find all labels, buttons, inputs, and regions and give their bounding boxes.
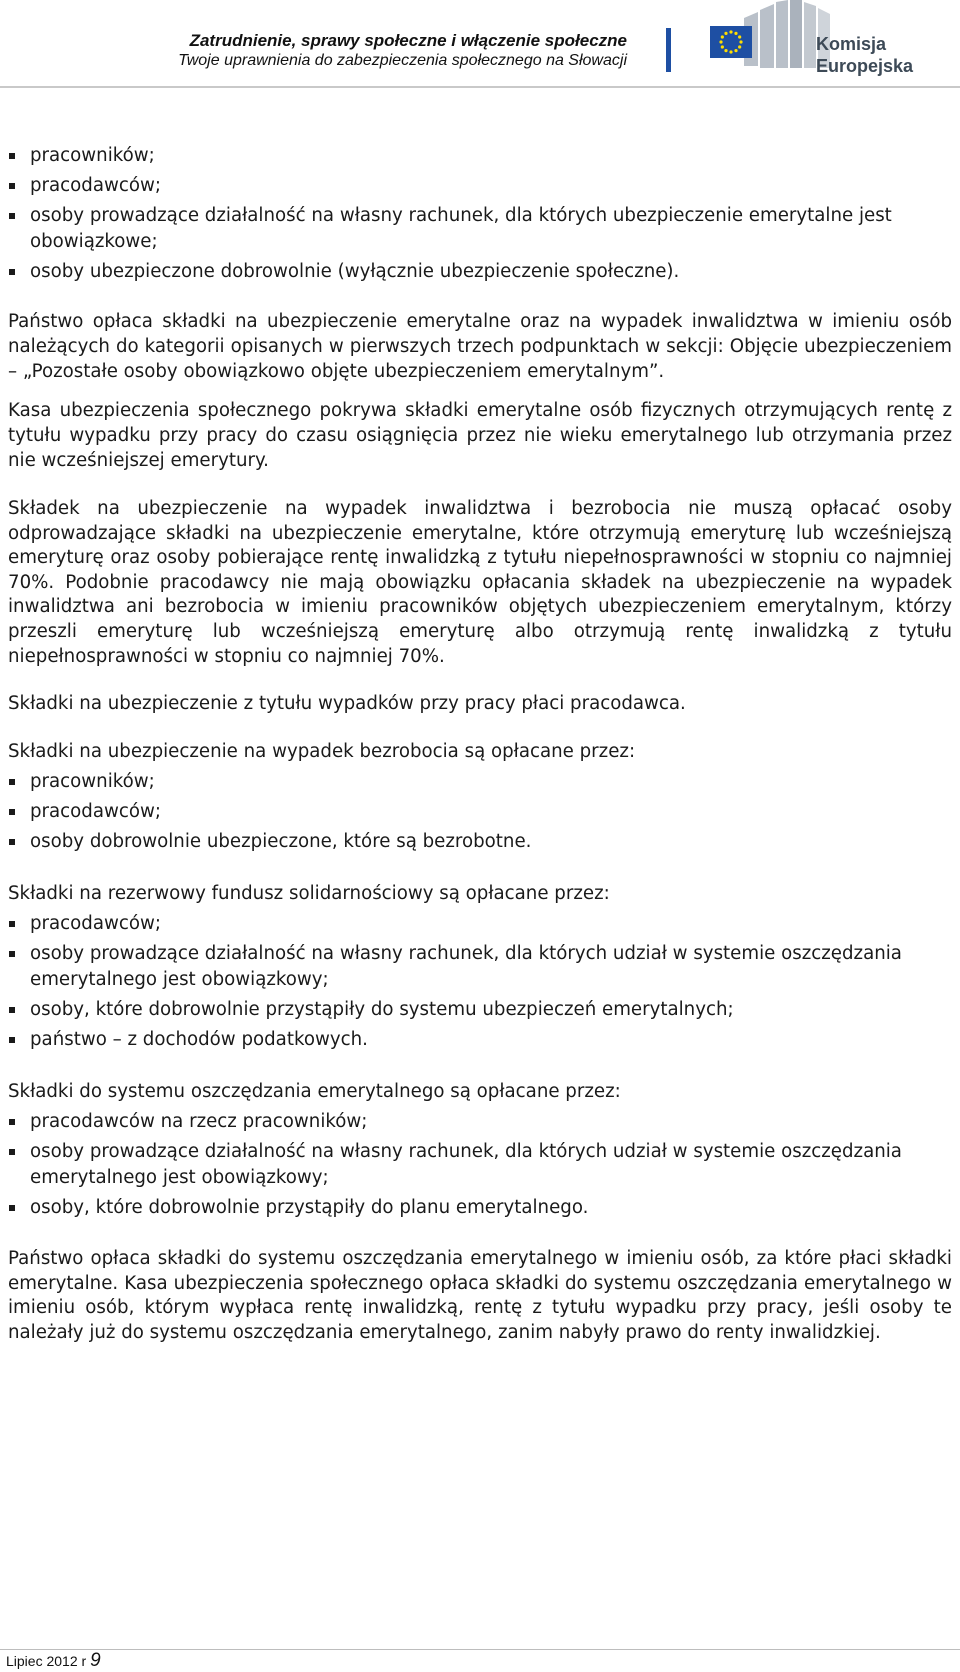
page-header	[0, 0, 960, 88]
footer-date: Lipiec 2012	[6, 1653, 78, 1669]
eu-star	[721, 45, 724, 48]
header-rule	[0, 86, 960, 88]
list-solidarity	[8, 911, 952, 1053]
list-item: osoby ubezpieczone dobrowolnie (wyłącznie ubezpieczenie społeczne).	[8, 259, 952, 285]
list-item: pracodawców;	[8, 173, 952, 199]
list-item: pracowników;	[8, 769, 952, 795]
list-unemployment	[8, 769, 952, 855]
eu-star	[724, 49, 727, 52]
page-number: 9	[90, 1650, 101, 1671]
list-item: państwo – z dochodów podatkowych.	[8, 1027, 952, 1053]
list-savings	[8, 1109, 952, 1221]
list-item: osoby prowadzące działalność na własny rachunek, dla których ubezpieczenie emerytalne jest obowiązkowe;	[8, 203, 952, 255]
header-text	[178, 31, 627, 71]
eu-star	[724, 32, 727, 35]
european-commission-logo	[704, 0, 960, 86]
list-item: osoby prowadzące działalność na własny rachunek, dla których udział w systemie oszczędzania emerytalnego jest obowiązkowy;	[8, 941, 952, 993]
logo-line-2: Europejska	[816, 56, 914, 76]
list-item: osoby prowadzące działalność na własny rachunek, dla których udział w systemie oszczędzania emerytalnego jest obowiązkowy;	[8, 1139, 952, 1191]
eu-star	[738, 35, 741, 38]
document-body	[8, 143, 952, 1346]
footer-rule	[0, 1649, 960, 1650]
eu-star	[739, 40, 742, 43]
eu-star	[719, 40, 722, 43]
eu-star	[734, 49, 737, 52]
paragraph-insurance-fund: Kasa ubezpieczenia społecznego pokrywa składki emerytalne osób fizycznych otrzymujących rentę z tytułu wypadku przy pracy do czasu osiągnięcia przez nie wieku emerytalnego lub otrzymania przez nie wcześniejszej emerytury.	[8, 400, 952, 471]
paragraph-state-savings: Państwo opłaca składki do systemu oszczędzania emerytalnego w imieniu osób, za które płaci składki emerytalne. Kasa ubezpieczenia społecznego opłaca składki do systemu oszczędzania emerytalnego w imieniu osób, którym wypłaca rentę inwalidzką, rentę z tytułu wypadku przy pracy, jeśli osoby te należały już do systemu oszczędzania emerytalnego, zanim nabyły prawo do renty inwalidzkiej.	[8, 1248, 952, 1343]
paragraph-solidarity-intro: Składki na rezerwowy fundusz solidarnościowy są opłacane przez:	[8, 883, 610, 905]
list-item: pracowników;	[8, 143, 952, 169]
list-item: pracodawców na rzecz pracowników;	[8, 1109, 952, 1135]
eu-star	[729, 50, 732, 53]
paragraph-savings-intro: Składki do systemu oszczędzania emerytalnego są opłacane przez:	[8, 1081, 621, 1103]
eu-star	[729, 30, 732, 33]
paragraph-work-accident: Składki na ubezpieczenie z tytułu wypadków przy pracy płaci pracodawca.	[8, 693, 686, 715]
eu-star	[721, 35, 724, 38]
list-item: pracodawców;	[8, 911, 952, 937]
eu-star	[738, 45, 741, 48]
logo-line-1: Komisja	[816, 34, 887, 54]
list-contributors-pension	[8, 143, 952, 285]
header-subtitle: Twoje uprawnienia do zabezpieczenia społecznego na Słowacji	[178, 52, 627, 69]
logo-text	[816, 33, 913, 77]
list-item: pracodawców;	[8, 799, 952, 825]
paragraph-disability-unemployment: Składek na ubezpieczenie na wypadek inwalidztwa i bezrobocia nie muszą opłacać osoby odprowadzające składki na ubezpieczenie emerytalne, które otrzymują emeryturę lub wcześniejszą emeryturę oraz osoby pobierające rentę inwalidzką z tytułu niepełnosprawności w stopniu co najmniej 70%. Podobnie pracodawcy nie mają obowiązku opłacania składek na ubezpieczenie na wypadek inwalidztwa ani bezrobocia w imieniu pracowników objętych ubezpieczeniem emerytalnym, którzy przeszli emeryturę lub wcześniejszą emeryturę albo otrzymują rentę inwalidzką z tytułu niepełnosprawności w stopniu co najmniej 70%.	[8, 498, 952, 667]
footer-r: r	[81, 1653, 87, 1669]
eu-star	[734, 32, 737, 35]
list-item: osoby, które dobrowolnie przystąpiły do planu emerytalnego.	[8, 1195, 952, 1221]
list-item: osoby dobrowolnie ubezpieczone, które są bezrobotne.	[8, 829, 952, 855]
header-divider	[666, 28, 671, 72]
paragraph-state-contributions: Państwo opłaca składki na ubezpieczenie emerytalne oraz na wypadek inwalidztwa w imieniu osób należących do kategorii opisanych w pierwszych trzech podpunktach w sekcji: Objęcie ubezpieczeniem – „Pozostałe osoby obowiązkowo objęte ubezpieczeniem emerytalnym”.	[8, 311, 952, 382]
page-footer	[6, 1652, 101, 1670]
list-item: osoby, które dobrowolnie przystąpiły do systemu ubezpieczeń emerytalnych;	[8, 997, 952, 1023]
paragraph-unemployment-intro: Składki na ubezpieczenie na wypadek bezrobocia są opłacane przez:	[8, 741, 636, 763]
header-title: Zatrudnienie, sprawy społeczne i włączenie społeczne	[189, 31, 627, 50]
